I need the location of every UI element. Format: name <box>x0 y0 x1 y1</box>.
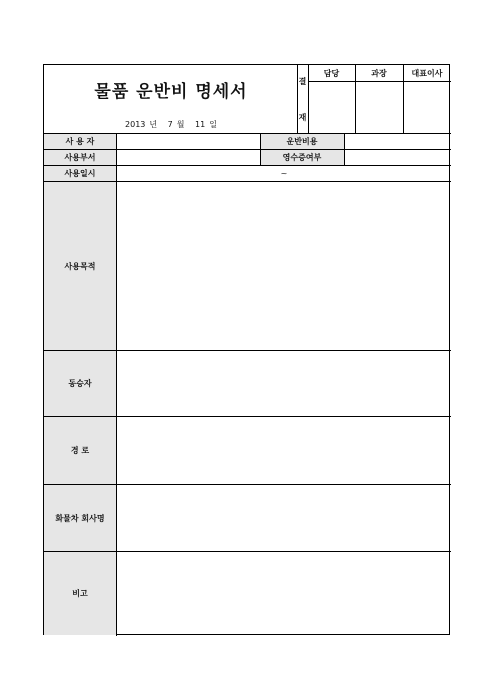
route-field[interactable] <box>117 417 451 484</box>
date-month: 7 <box>167 120 173 129</box>
approval-col-manager: 담당 <box>323 68 340 78</box>
date-day: 11 <box>195 120 206 129</box>
label-purpose: 사용목적 <box>44 182 116 350</box>
date-year: 2013 <box>125 120 146 129</box>
approval-sign-ceo[interactable] <box>403 82 451 133</box>
approval-col-ceo: 대표이사 <box>411 68 443 78</box>
transport-fee-field[interactable] <box>345 134 451 149</box>
datetime-field[interactable]: ~ <box>280 169 288 178</box>
label-transport-fee: 운반비용 <box>260 134 344 149</box>
date-year-unit: 년 <box>149 120 158 129</box>
col-line-mid <box>260 133 261 165</box>
approval-sign-manager[interactable] <box>308 82 355 133</box>
label-receipt: 영수증여부 <box>260 150 344 165</box>
purpose-field[interactable] <box>117 182 451 350</box>
department-field[interactable] <box>117 150 260 165</box>
receipt-field[interactable] <box>345 150 451 165</box>
approval-sign-section-chief[interactable] <box>355 82 403 133</box>
note-field[interactable] <box>117 552 451 635</box>
approval-side-top: 결 <box>298 76 307 86</box>
label-companion: 동승자 <box>44 351 116 416</box>
user-field[interactable] <box>117 134 260 149</box>
document-date <box>44 119 298 130</box>
label-truck-company: 화물차 회사명 <box>44 485 116 551</box>
companion-field[interactable] <box>117 351 451 416</box>
date-month-unit: 월 <box>176 120 185 129</box>
approval-col-section-chief: 과장 <box>371 68 387 78</box>
form-sheet <box>43 64 450 635</box>
date-day-unit: 일 <box>209 120 217 129</box>
label-route: 경 로 <box>44 417 116 484</box>
label-user: 사 용 자 <box>44 134 116 149</box>
document-title: 물품 운반비 명세서 <box>94 82 248 102</box>
label-department: 사용부서 <box>44 150 116 165</box>
label-datetime: 사용일시 <box>44 166 116 181</box>
approval-side-bottom: 재 <box>298 112 307 122</box>
label-note: 비고 <box>44 552 116 635</box>
truck-company-field[interactable] <box>117 485 451 551</box>
